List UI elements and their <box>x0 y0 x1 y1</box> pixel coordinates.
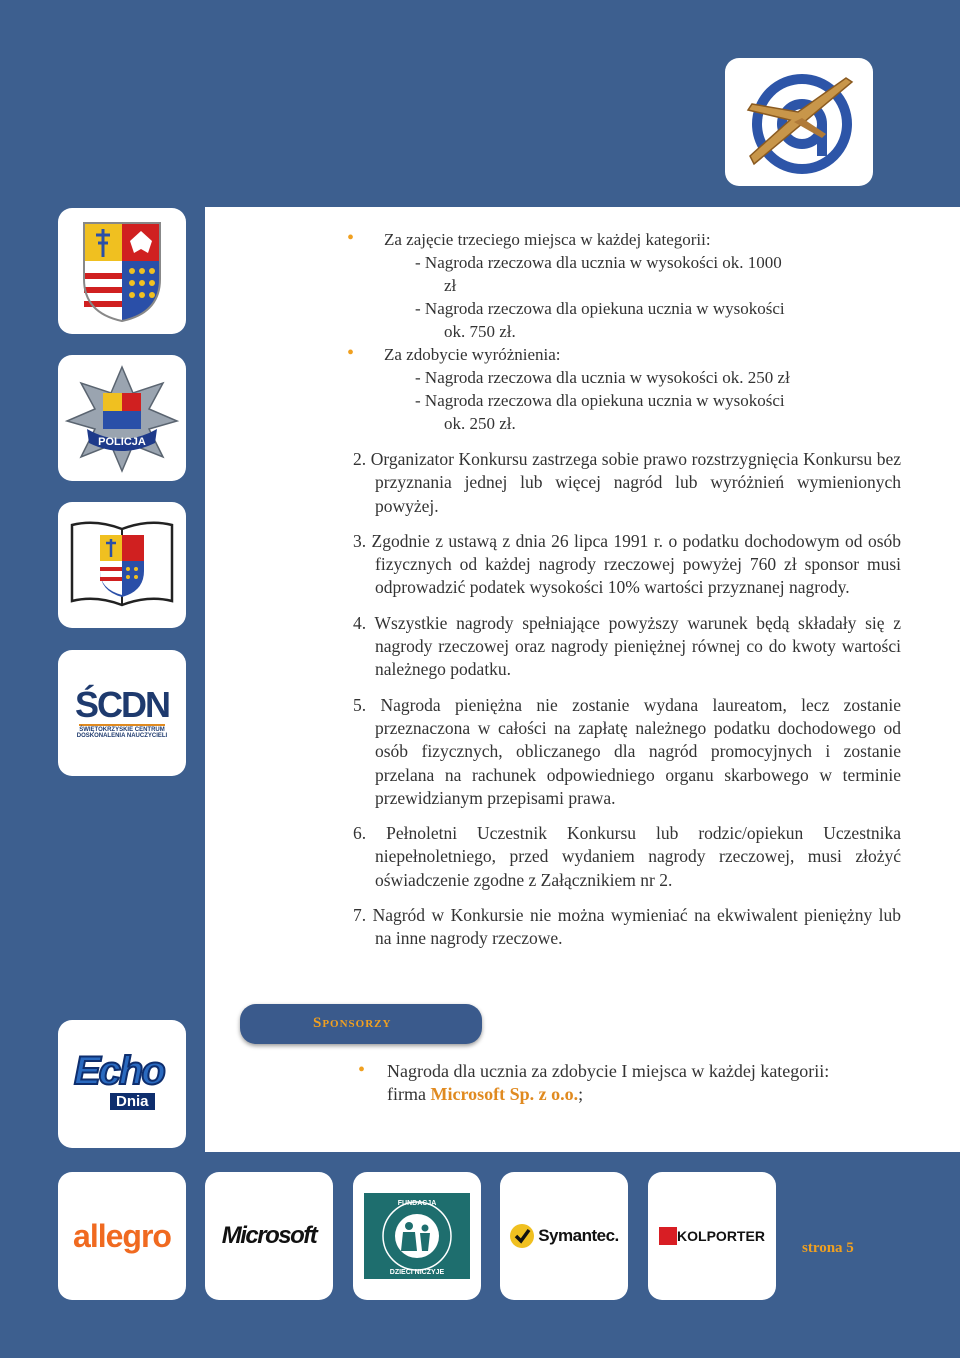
rule-7: 7. Nagród w Konkursie nie można wymieniać na ekwiwalent pieniężny lub na inne nagrody rzeczowe. <box>353 905 901 949</box>
bullet-subline: - Nagroda rzeczowa dla opiekuna ucznia w wysokości <box>415 391 785 410</box>
microsoft-logo-text: Microsoft <box>221 1222 317 1249</box>
symantec-logo-text: Symantec. <box>538 1226 619 1245</box>
sponsor-item <box>354 1060 914 1106</box>
allegro-logo-tile <box>58 1172 186 1300</box>
fundacja-top-text: FUNDACJA <box>397 1200 437 1207</box>
police-star-icon <box>63 363 181 473</box>
bullet-third-place <box>343 228 918 251</box>
rule-4: 4. Wszystkie nagrody spełniające powyższy warunek będą składały się z nagrody rzeczowej oraz nagrody pieniężnej równej co do kwoty wartości należnego podatku. <box>353 612 901 680</box>
dnia-logo-text: Dnia <box>110 1093 155 1110</box>
rule-2: 2. Organizator Konkursu zastrzega sobie prawo rozstrzygnięcia Konkursu bez przyznania jednej lub więcej nagród lub wyróżnień wymienionych powyżej. <box>353 449 901 516</box>
at-plane-icon <box>734 64 864 180</box>
swietokrzyskie-coat-of-arms-tile <box>58 208 186 334</box>
rule-3: 3. Zgodnie z ustawą z dnia 26 lipca 1991 r. o podatku dochodowym od osób fizycznych od każdej nagrody rzeczowej powyżej 760 zł sponsor musi odprowadzić podatek wysokości 10% wartości przyznanej nagrody. <box>353 530 902 598</box>
bullet-subline-cont: zł <box>444 276 457 295</box>
sponsor-line-2-suffix: ; <box>578 1084 584 1104</box>
bullet-subline-cont: ok. 750 zł. <box>444 322 516 341</box>
sponsor-bullet <box>354 1060 914 1106</box>
coat-of-arms-icon <box>68 217 176 325</box>
echo-dnia-logo-tile <box>58 1020 186 1148</box>
rule-5: 5. Nagroda pieniężna nie zostanie wydana laureatom, lecz zostanie przeznaczona w całości na zapłatę należnego podatku dochodowego od osób fizycznych, obliczanego dla nagród promocyjnych i zostanie przelana na rachunek odpowiedniego organu skarbowego w terminie przewidzianym przepisami prawa. <box>353 694 901 808</box>
echo-logo-text: Echo <box>74 1049 164 1093</box>
scdn-subtitle-2: DOSKONALENIA NAUCZYCIELI <box>76 732 168 739</box>
policja-logo-tile <box>58 355 186 481</box>
kolporter-logo-text: KOLPORTER <box>677 1228 765 1244</box>
page-number: strona 5 <box>802 1240 854 1256</box>
kolporter-logo-tile <box>648 1172 776 1300</box>
sponsors-heading: Sponsorzy <box>313 1015 392 1031</box>
fundacja-bottom-text: DZIECI NICZYJE <box>389 1269 445 1276</box>
bullet-heading: • Za zajęcie trzeciego miejsca w każdej kategorii: <box>384 230 711 249</box>
prize-bullets <box>343 228 918 435</box>
open-book-icon <box>66 515 178 615</box>
microsoft-logo-tile <box>205 1172 333 1300</box>
rules-list <box>353 448 901 951</box>
scdn-logo-tile <box>58 650 186 776</box>
kolporter-mark-icon <box>659 1227 677 1245</box>
allegro-logo-text: allegro <box>73 1217 171 1254</box>
bullet-subline: - Nagroda rzeczowa dla opiekuna ucznia w wysokości <box>415 299 785 318</box>
sponsor-line-2-prefix: firma <box>387 1084 431 1104</box>
book-emblem-tile <box>58 502 186 628</box>
fundacja-logo-tile <box>353 1172 481 1300</box>
fundacja-dzieci-niczyje-icon <box>364 1193 470 1279</box>
at-logo-tile <box>725 58 873 186</box>
policja-label: POLICJA <box>98 436 146 448</box>
bullet-subline: - Nagroda rzeczowa dla ucznia w wysokości ok. 1000 <box>415 253 782 272</box>
scdn-logo-text: ŚCDN <box>74 683 169 725</box>
scdn-subtitle-1: ŚWIĘTOKRZYSKIE CENTRUM <box>79 724 165 733</box>
bullet-distinction <box>343 343 918 366</box>
symantec-check-icon <box>509 1223 535 1249</box>
sponsor-line-1: Nagroda dla ucznia za zdobycie I miejsca w każdej kategorii: <box>387 1061 830 1081</box>
bullet-subline-cont: ok. 250 zł. <box>444 414 516 433</box>
bullet-heading: • Za zdobycie wyróżnienia: <box>384 345 561 364</box>
symantec-logo-tile <box>500 1172 628 1300</box>
sponsor-company: Microsoft Sp. z o.o. <box>430 1084 579 1104</box>
rule-6: 6. Pełnoletni Uczestnik Konkursu lub rodzic/opiekun Uczestnika niepełnoletniego, przed wydaniem nagrody rzeczowej, musi złożyć oświadczenie zgodne z Załącznikiem nr 2. <box>353 823 902 890</box>
bullet-subline: - Nagroda rzeczowa dla ucznia w wysokości ok. 250 zł <box>415 368 790 387</box>
